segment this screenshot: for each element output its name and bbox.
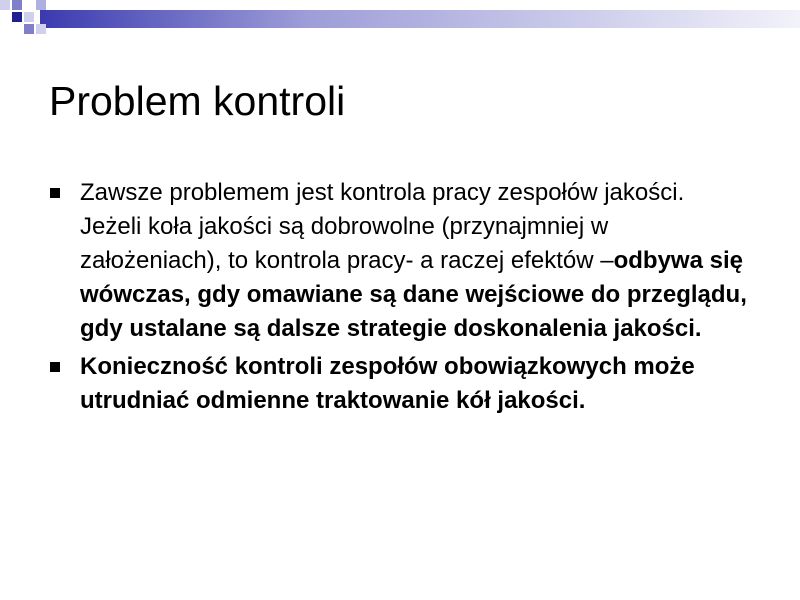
square-bullet-icon xyxy=(50,188,60,198)
bullet-list xyxy=(48,176,748,422)
bullet-text-bold: Konieczność kontroli zespołów obowiązkowych może utrudniać odmienne traktowanie kół jakości. xyxy=(80,353,695,414)
bullet-text-normal: Zawsze problemem jest kontrola pracy zespołów jakości. Jeżeli koła jakości są dobrowolne (przynajmniej w założeniach), to kontrola pracy- a raczej efektów – xyxy=(80,179,685,274)
bullet-item xyxy=(48,176,748,346)
header-decoration xyxy=(0,0,800,50)
slide-title: Problem kontroli xyxy=(49,78,346,124)
bullet-item xyxy=(48,350,748,418)
square-bullet-icon xyxy=(50,362,60,372)
bullet-text-bold: odbywa się wówczas, gdy omawiane są dane wejściowe do przeglądu, gdy ustalane są dalsze strategie doskonalenia jakości. xyxy=(80,247,747,342)
